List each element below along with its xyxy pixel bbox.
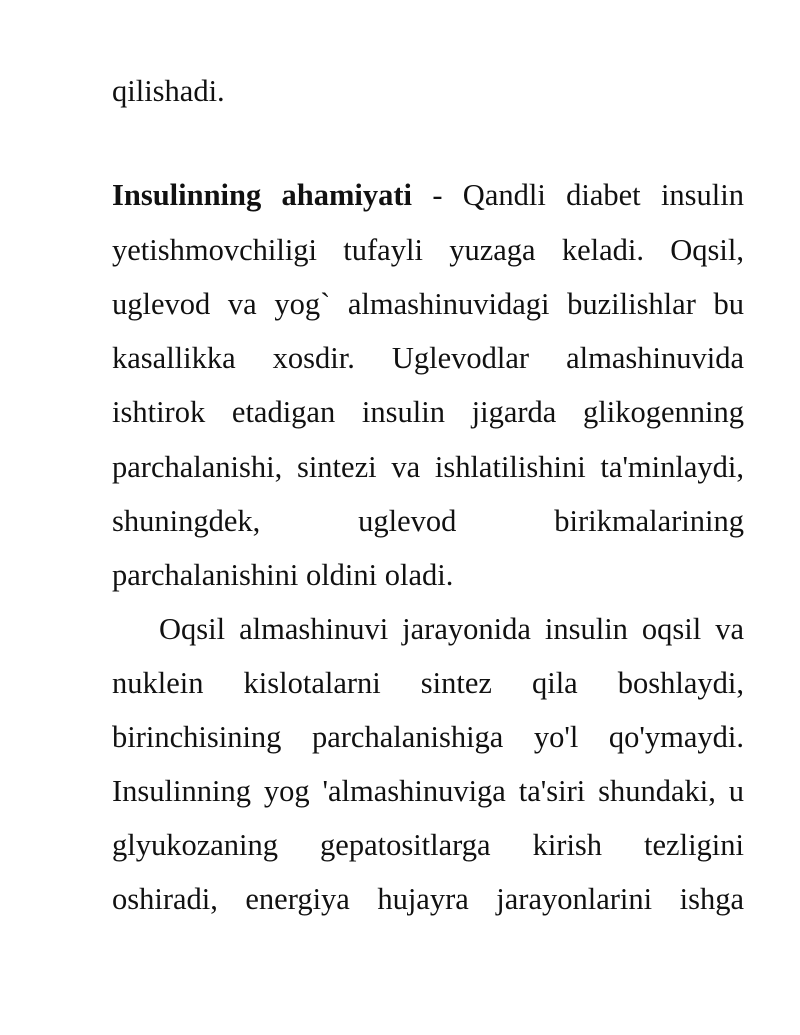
heading-continuation: - Qandli diabet insulin — [412, 178, 744, 212]
text-line-3: yetishmovchiligi tufayli yuzaga keladi. Oqsil, — [112, 233, 744, 267]
text-line-6: ishtirok etadigan insulin jigarda glikogenning — [112, 395, 744, 429]
text-line-5: kasallikka xosdir. Uglevodlar almashinuvida — [112, 341, 744, 375]
text-line-15: oshiradi, energiya hujayra jarayonlarini ishga — [112, 882, 744, 916]
text-line-10: Oqsil almashinuvi jarayonida insulin oqsil va — [159, 612, 744, 646]
text-line-9: parchalanishini oldini oladi. — [112, 558, 454, 592]
text-line-7: parchalanishi, sintezi va ishlatilishini ta'minlaydi, — [112, 450, 744, 484]
text-line-4: uglevod va yog` almashinuvidagi buzilishlar bu — [112, 287, 744, 321]
text-line-8: shuningdek, uglevod birikmalarining — [112, 504, 744, 538]
text-line-12: birinchisining parchalanishiga yo'l qo'ymaydi. — [112, 720, 744, 754]
section-heading: Insulinning ahamiyati — [112, 178, 413, 212]
text-line-14: glyukozaning gepatositlarga kirish tezligini — [112, 828, 744, 862]
text-line-13: Insulinning yog 'almashinuviga ta'siri shundaki, u — [112, 774, 744, 808]
text-line-11: nuklein kislotalarni sintez qila boshlaydi, — [112, 666, 744, 700]
text-line-2 — [112, 180, 744, 211]
text-line-1: qilishadi. — [112, 74, 225, 108]
